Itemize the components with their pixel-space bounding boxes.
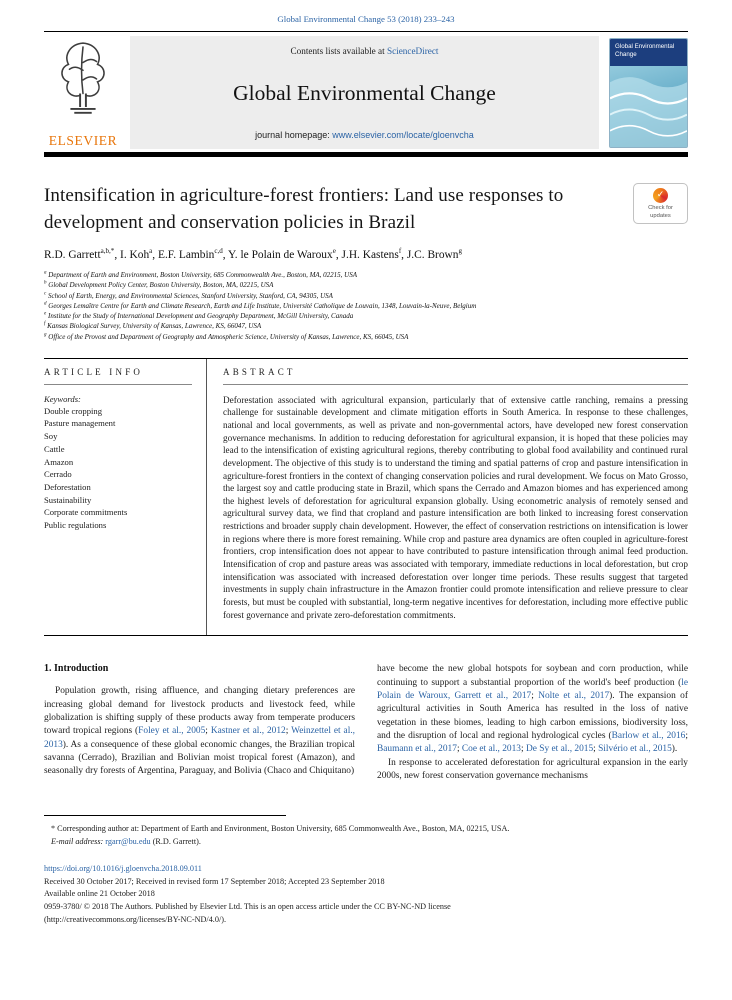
abstract-heading: ABSTRACT [223, 366, 296, 377]
author: Y. le Polain de Waroux$^e$, [228, 247, 342, 262]
affiliation: $^e$ Institute for the Study of International Development and Geography Department, McGill University, Canada [44, 311, 354, 321]
sciencedirect-link[interactable]: ScienceDirect [386, 46, 439, 56]
keyword: Cattle [44, 443, 65, 454]
article-info-heading: ARTICLE INFO [44, 366, 144, 377]
intro-paragraph-2: In response to accelerated deforestation for agricultural expansion in the early 2000s, new forest conservation governance mechanisms [377, 757, 688, 781]
citation-link[interactable]: Silvério et al., 2015 [598, 744, 672, 755]
author: J.C. Brown$^g$ [406, 247, 462, 262]
email-line: E-mail address: rgarr@bu.edu (R.D. Garrett). [51, 836, 201, 846]
keyword: Cerrado [44, 469, 72, 480]
article-info-column [44, 359, 207, 636]
affiliation-list [44, 270, 688, 342]
badge-text-line1: Check for [648, 205, 673, 211]
affiliation: $^g$ Office of the Provost and Department of Geography and Atmospheric Science, University of Kansas, Lawrence, KS, 66045, USA [44, 332, 409, 341]
crossmark-icon: ✓ [653, 188, 668, 203]
journal-homepage-link[interactable]: www.elsevier.com/locate/gloenvcha [332, 130, 474, 140]
article-info-abstract-section [44, 358, 688, 637]
journal-cover-thumbnail [609, 38, 688, 148]
abstract-text: Deforestation associated with agricultural expansion, particularly that of extensive cattle ranching, remains a pressing challenge for sustainable development and climate mitigation efforts in South America. In response to these challenges, national and local governments, as well as private and non-governmental actors, have developed new forest conservation governance mechanisms. In addition to reducing deforestation for agricultural expansion, it is hoped that these policies may lead to the intensification of existing agricultural regions, thereby contributing to global food availability and continued rural development. The objective of this study is to understand the timing and spatial patterns of crop and pasture intensification in agriculture-forest frontiers in the context of changing conservation policies and rural development. We focus on Mato Grosso, the largest soy and cattle producing state in Brazil, which spans the Cerrado and Amazon biomes and has experienced among the highest levels of deforestation for agricultural expansion globally. Using econometric analysis of remotely sensed and agricultural survey data, we find that cropland and pasture intensification are both linked to increasing forest conservation restrictions and broader supply chain development. However, the effect of conservation restrictions on intensification is lower in regions where there is more forest remaining. While crop and pasture area dynamics are often coupled in agriculture-forest frontiers, crop intensification does not appear to have contributed to pasture intensification through animal feed production. Intensification of crop and pasture areas was associated with temporary, immediate reductions in local deforestation, but crop intensification was associated with increased deforestation over longer time periods. These results suggest that targeted investments in supply chain infrastructure in the Amazon frontier could promote intensification and relieve pressure to clear forests, but must be coupled with substantial, long-term negative incentives for deforestation, including more effective public forest governance and private zero-deforestation commitments. [223, 394, 688, 620]
journal-title: Global Environmental Change [233, 80, 496, 105]
intro-paragraph-1-continued: have become the new global hotspots for soybean and corn production, while continuing to support a substantial proportion of the world's beef production (le Polain de Waroux, Garrett et al., 2017; Nolte et al., 2017). The expansion of agricultural activities in South America has resulted in the loss of native vegetation in these biomes, leading to high carbon emissions, biodiversity loss, and the disruption of local and regional hydrological cycles (Barlow et al., 2016; Baumann et al., 2017; Coe et al., 2013; De Sy et al., 2015; Silvério et al., 2015). [377, 664, 688, 755]
journal-citation-link[interactable]: Global Environmental Change 53 (2018) 233–243 [277, 14, 455, 24]
elsevier-logo-text: ELSEVIER [48, 133, 118, 148]
intro-paragraph-1: Population growth, rising affluence, and changing dietary preferences are increasing global demand for livestock products and livestock feed, while globalization is shifting supply of these products away from temperate producers toward tropical regions (Foley et al., 2005; Kastner et al., 2012; Weinzettel et al., 2013). As a consequence of these global economic changes, the Brazilian tropical savanna (Cerrado), Brazilian and Bolivian moist tropical forest (Amazon), and seasonally dry forests of Argentina, Paraguay, and Bolivia (Chaco and Chiquitano) [44, 686, 356, 777]
elsevier-logo [44, 36, 130, 149]
email-link[interactable]: rgarr@bu.edu [105, 836, 151, 846]
footnotes [44, 815, 688, 926]
citation-link[interactable]: De Sy et al., 2015 [525, 744, 594, 755]
journal-cover-art [610, 66, 687, 147]
affiliation: $^f$ Kansas Biological Survey, University of Kansas, Lawrence, KS, 66047, USA [44, 321, 262, 331]
citation-link[interactable]: Kastner et al., 2012 [210, 726, 286, 737]
cover-waves-icon [610, 66, 687, 147]
title-row [44, 183, 688, 236]
affiliation: $^d$ Georges Lemaître Centre for Earth and Climate Research, Earth and Life Institute, Université Catholique de Louvain, 1348, Louvain-la-Neuve, Belgium [44, 301, 477, 310]
keyword: Deforestation [44, 482, 91, 493]
citation-link[interactable]: Barlow et al., 2016 [611, 730, 686, 741]
email-label: E-mail address: [51, 836, 106, 846]
introduction-heading: 1. Introduction [44, 663, 109, 675]
author: R.D. Garrett$^{a,b,*}$, [44, 247, 121, 262]
homepage-line: journal homepage: www.elsevier.com/locate/gloenvcha [255, 130, 474, 140]
introduction-section [44, 663, 688, 783]
license-line: (http://creativecommons.org/licenses/BY-NC-ND/4.0/). [44, 914, 226, 924]
keyword: Sustainability [44, 494, 92, 505]
citation-link[interactable]: Weinzettel et al., 2013 [44, 726, 356, 750]
keyword: Soy [44, 431, 58, 442]
keyword: Corporate commitments [44, 507, 128, 518]
citation-link[interactable]: le Polain de Waroux, Garrett et al., 2017 [377, 677, 688, 701]
top-rule [44, 31, 688, 32]
contents-line: Contents lists available at ScienceDirect [290, 46, 439, 56]
keyword: Amazon [44, 456, 74, 467]
keyword: Public regulations [44, 520, 107, 531]
body-column-left [44, 663, 355, 783]
keyword: Pasture management [44, 418, 116, 429]
author: E.F. Lambin$^{c,d}$, [157, 247, 229, 262]
affiliation: $^a$ Department of Earth and Environment, Boston University, 685 Commonwealth Ave., Boston, MA, 02215, USA [44, 270, 358, 280]
affiliation: $^b$ Global Development Policy Center, Boston University, Boston, MA, 02215, USA [44, 281, 274, 290]
citation-link[interactable]: Baumann et al., 2017 [377, 744, 457, 755]
journal-banner [130, 36, 599, 149]
body-column-right [377, 663, 688, 783]
copyright-line: 0959-3780/ © 2018 The Authors. Published by Elsevier Ltd. This is an open access article under the CC BY-NC-ND license [44, 902, 451, 912]
affiliation: $^c$ School of Earth, Energy, and Environmental Sciences, Stanford University, Stanford, CA, 94305, USA [44, 291, 333, 300]
author-list [44, 249, 688, 261]
abstract-column [207, 359, 688, 636]
masthead-separator-bar [44, 152, 688, 157]
abstract-heading-rule [223, 384, 688, 385]
article-title: Intensification in agriculture-forest frontiers: Land use responses to development and conservation policies in Brazil [44, 185, 564, 233]
publication-block [44, 863, 688, 927]
elsevier-tree-icon [53, 37, 113, 119]
journal-cover-title: Global Environmental Change [610, 39, 687, 66]
journal-masthead [44, 36, 688, 149]
badge-text-line2: updates [650, 212, 671, 219]
doi-link[interactable]: https://doi.org/10.1016/j.gloenvcha.2018.09.011 [44, 863, 202, 873]
footnote-rule [44, 815, 286, 816]
available-online-line: Available online 21 October 2018 [44, 889, 155, 899]
keywords-label: Keywords: [44, 393, 81, 404]
citation-link[interactable]: Foley et al., 2005 [138, 726, 206, 737]
author: I. Koh$^a$, [120, 247, 158, 262]
author: J.H. Kastens$^f$, [341, 247, 407, 262]
received-line: Received 30 October 2017; Received in revised form 17 September 2018; Accepted 23 September 2018 [44, 876, 385, 886]
article-info-heading-rule [44, 384, 192, 385]
check-for-updates-badge[interactable] [633, 183, 688, 224]
citation-link[interactable]: Coe et al., 2013 [461, 744, 521, 755]
keyword: Double cropping [44, 405, 102, 416]
citation-link[interactable]: Nolte et al., 2017 [538, 690, 610, 701]
corresponding-author-note: * Corresponding author at: Department of Earth and Environment, Boston University, 685 Commonwealth Ave., Boston, MA, 02215, USA. [51, 824, 510, 834]
